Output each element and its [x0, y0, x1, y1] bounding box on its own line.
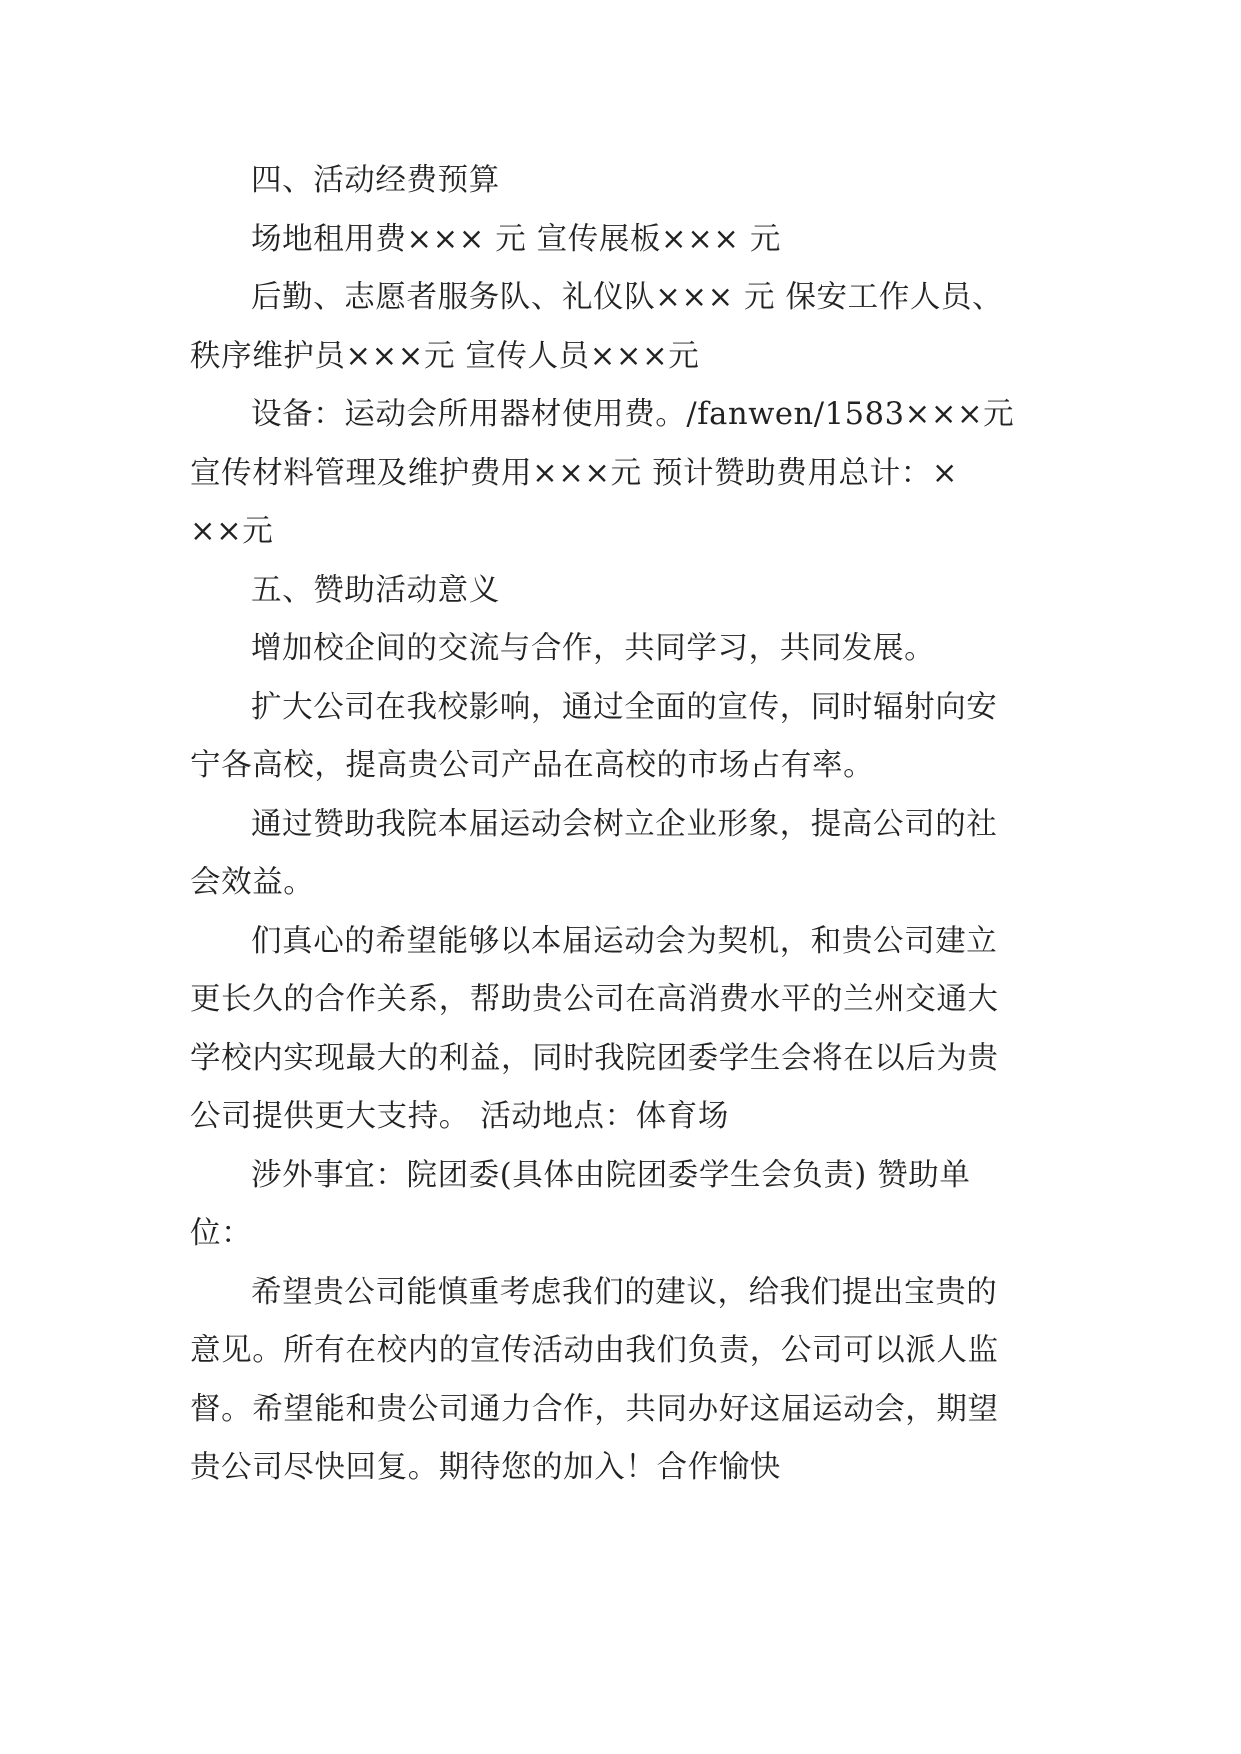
paragraph-influence: 扩大公司在我校影响，通过全面的宣传，同时辐射向安 宁各高校，提高贵公司产品在高校的市场占有率。	[190, 689, 998, 783]
section-heading-budget: 四、活动经费预算	[251, 163, 500, 198]
paragraph-image: 通过赞助我院本届运动会树立企业形象，提高公司的社 会效益。	[190, 806, 998, 900]
document-body	[190, 152, 1070, 1498]
paragraph-exchange: 增加校企间的交流与合作，共同学习，共同发展。	[251, 631, 936, 666]
paragraph-closing: 希望贵公司能慎重考虑我们的建议，给我们提出宝贵的 意见。所有在校内的宣传活动由我们负责，公司可以派人监 督。希望能和贵公司通力合作，共同办好这届运动会，期望 贵公司尽快回复。期待您的加入！合作愉快	[190, 1274, 999, 1485]
paragraph-venue-costs: 场地租用费××× 元 宣传展板××× 元	[251, 221, 781, 257]
paragraph-equipment-costs: 设备：运动会所用器材使用费。/fanwen/1583×××元 宣传材料管理及维护费用×××元 预计赞助费用总计：× ××元	[190, 397, 1015, 549]
paragraph-staff-costs: 后勤、志愿者服务队、礼仪队××× 元 保安工作人员、 秩序维护员×××元 宣传人员×××元	[190, 280, 1004, 374]
paragraph-external-affairs: 涉外事宜：院团委(具体由院团委学生会负责) 赞助单 位：	[190, 1157, 971, 1251]
section-heading-significance: 五、赞助活动意义	[251, 572, 500, 608]
paragraph-cooperation: 们真心的希望能够以本届运动会为契机，和贵公司建立 更长久的合作关系，帮助贵公司在高消费水平的兰州交通大 学校内实现最大的利益，同时我院团委学生会将在以后为贵 公司提供更大支持。 活动地点：体育场	[190, 923, 999, 1134]
